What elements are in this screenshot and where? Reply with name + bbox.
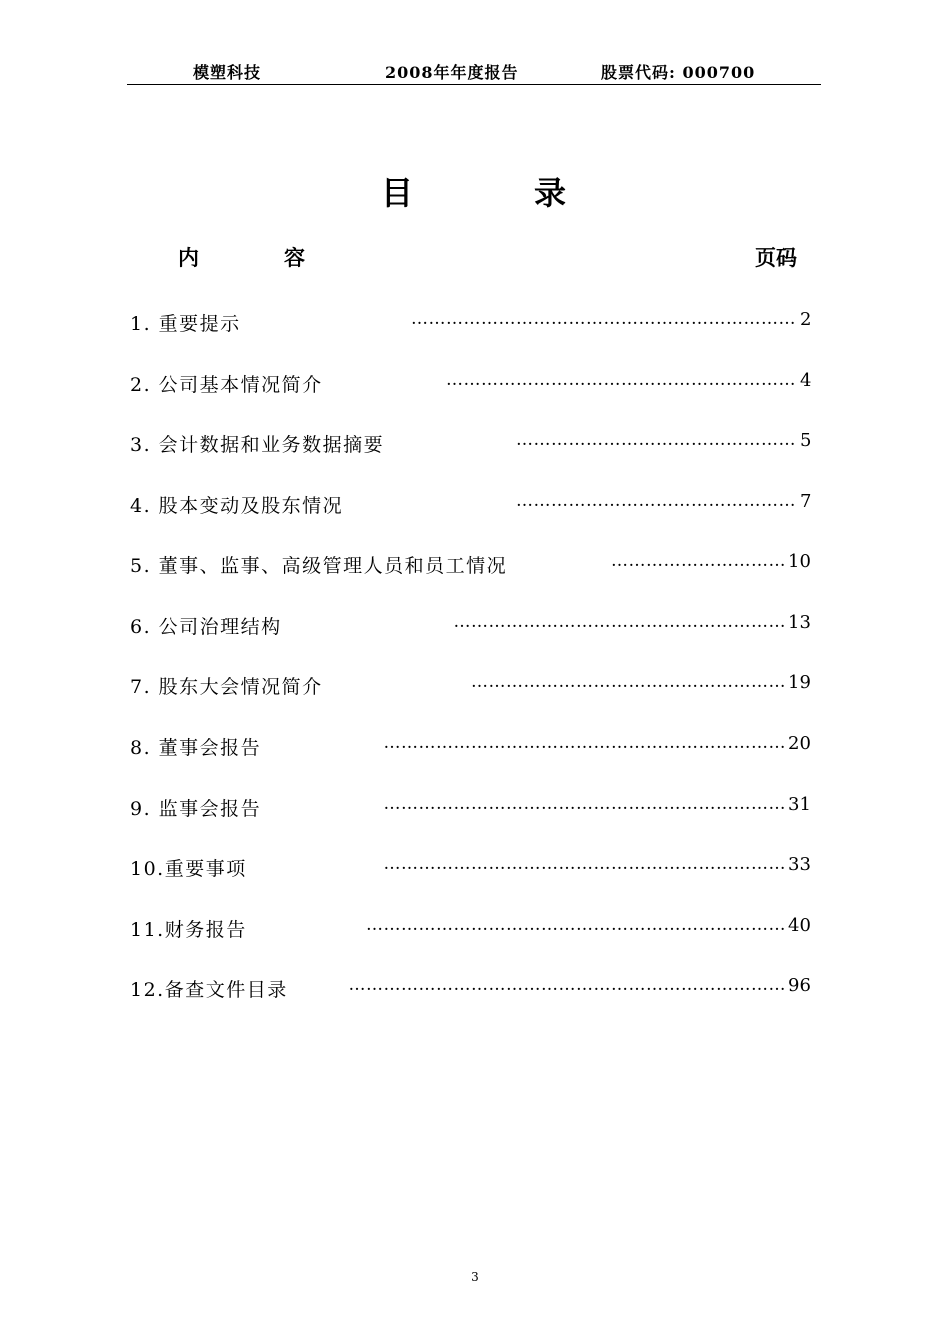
toc-entry-leader: ………………………………………………	[471, 672, 786, 692]
toc-entry-page: 2	[800, 309, 812, 330]
toc-entry-label: 8. 董事会报告	[130, 737, 262, 759]
toc-entry-label: 3. 会计数据和业务数据摘要	[130, 434, 385, 456]
toc-entry-leader: ……………………………………………………	[446, 370, 796, 390]
toc-entry-label: 11.财务报告	[130, 919, 247, 941]
toc-entry-label: 1. 重要提示	[130, 313, 241, 335]
toc-entry-label: 12.备查文件目录	[130, 979, 288, 1001]
toc-entry-label: 5. 董事、监事、高级管理人员和员工情况	[130, 555, 508, 577]
toc-entry-leader: ………………………………………………………………	[366, 915, 786, 935]
toc-entry-page: 13	[788, 612, 811, 633]
column-header-content-2: 容	[284, 245, 305, 270]
toc-entry[interactable]	[0, 911, 950, 941]
header-company: 模塑科技	[193, 63, 262, 82]
toc-entry-label: 10.重要事项	[130, 858, 247, 880]
toc-entry[interactable]	[0, 426, 950, 456]
toc-entry[interactable]	[0, 366, 950, 396]
toc-entry-page: 96	[788, 975, 811, 996]
toc-entry-leader: ……………………………………………………………	[383, 854, 786, 874]
toc-entry-page: 20	[788, 733, 811, 754]
toc-entry[interactable]	[0, 487, 950, 517]
toc-entry-page: 5	[800, 430, 812, 451]
toc-entry-leader: ……………………………………………………………	[383, 794, 786, 814]
toc-entry-page: 19	[788, 672, 811, 693]
toc-entry[interactable]	[0, 305, 950, 335]
toc-entry-leader: …………………………	[611, 551, 786, 571]
toc-entry[interactable]	[0, 850, 950, 880]
page-title-char-1: 目	[381, 174, 414, 212]
toc-entry-page: 10	[788, 551, 811, 572]
toc-entry-label: 9. 监事会报告	[130, 798, 262, 820]
toc-entry-page: 40	[788, 915, 811, 936]
toc-entry[interactable]	[0, 608, 950, 638]
header-stock-code: 股票代码: 000700	[601, 63, 756, 82]
header-report-title: 2008年年度报告	[385, 63, 519, 82]
toc-entry-leader: …………………………………………………	[453, 612, 786, 632]
toc-entry[interactable]	[0, 668, 950, 698]
toc-entry[interactable]	[0, 971, 950, 1001]
toc-entry-leader: …………………………………………	[516, 491, 796, 511]
toc-entry-page: 33	[788, 854, 811, 875]
page-number: 3	[471, 1270, 479, 1284]
toc-entry-leader: ……………………………………………………………	[383, 733, 786, 753]
toc-entry[interactable]	[0, 547, 950, 577]
toc-entry-page: 7	[800, 491, 812, 512]
toc-entry-label: 7. 股东大会情况简介	[130, 676, 323, 698]
toc-entry-label: 4. 股本变动及股东情况	[130, 495, 344, 517]
toc-entry[interactable]	[0, 729, 950, 759]
toc-entry[interactable]	[0, 790, 950, 820]
toc-entry-leader: …………………………………………………………………	[348, 975, 786, 995]
column-header-page: 页码	[755, 245, 797, 270]
toc-entry-page: 31	[788, 794, 811, 815]
column-header-content-1: 内	[178, 245, 199, 270]
toc-entry-label: 6. 公司治理结构	[130, 616, 282, 638]
toc-entry-leader: …………………………………………	[516, 430, 796, 450]
toc-entry-page: 4	[800, 370, 812, 391]
toc-entry-leader: …………………………………………………………	[411, 309, 796, 329]
toc-entry-label: 2. 公司基本情况简介	[130, 374, 323, 396]
page-title-char-2: 录	[534, 174, 567, 212]
